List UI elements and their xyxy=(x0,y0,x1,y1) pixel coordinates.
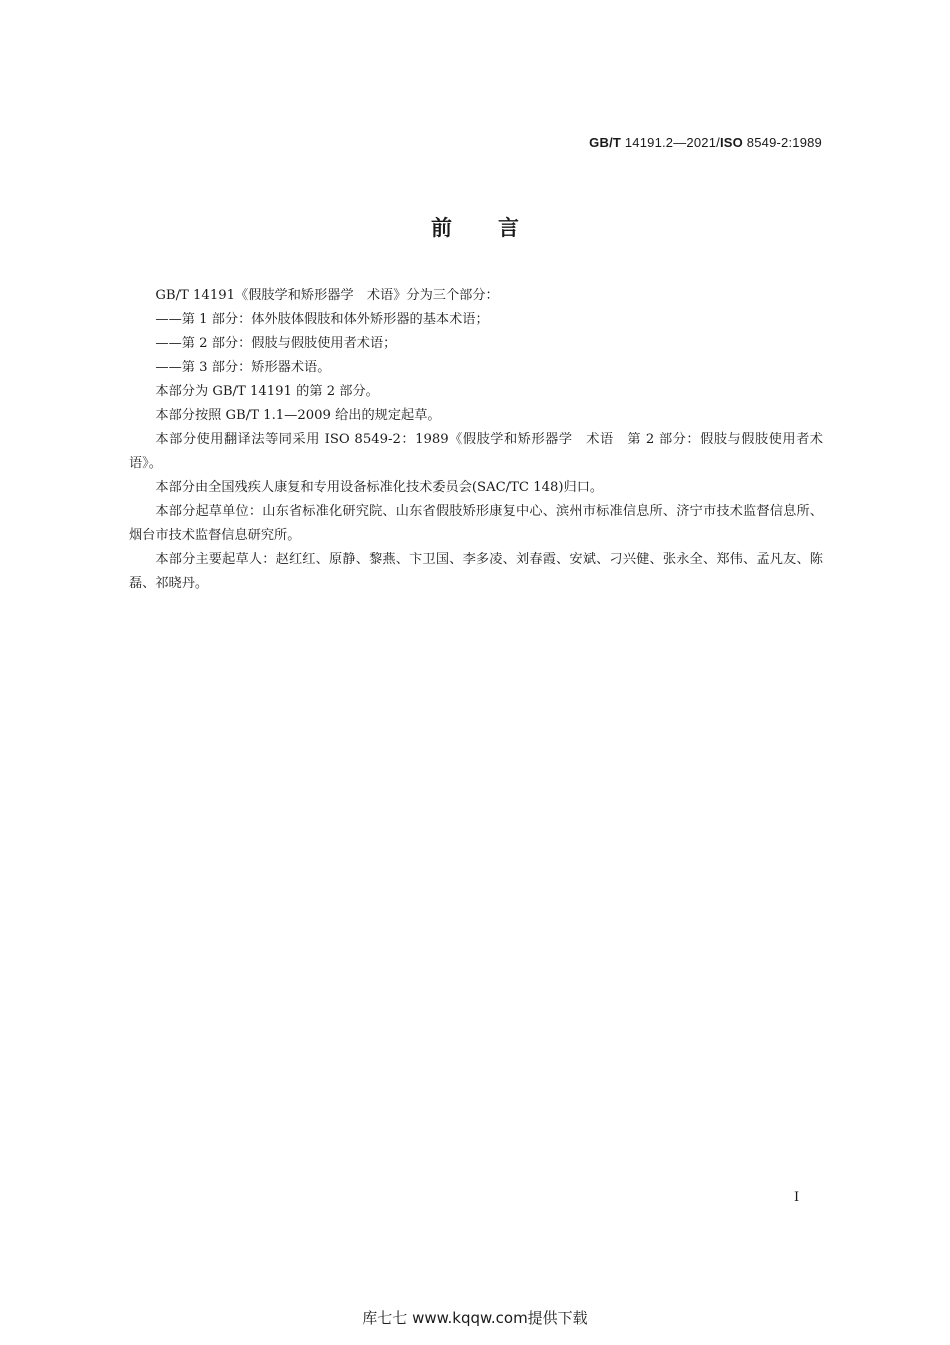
paragraph-drafting-rules: 本部分按照 GB/T 1.1—2009 给出的规定起草。 xyxy=(155,408,441,423)
standard-code-prefix: GB/T xyxy=(589,135,622,150)
list-item-part-3: ——第 3 部分：矫形器术语。 xyxy=(155,360,331,375)
standard-header xyxy=(589,135,822,150)
paragraph-drafting-units: 本部分起草单位：山东省标准化研究院、山东省假肢矫形康复中心、滨州市标准信息所、济宁市技术监督信息所、烟台市技术监督信息研究所。 xyxy=(129,504,823,543)
download-footer: 库七七 www.kqqw.com提供下载 xyxy=(362,1309,588,1327)
paragraph-adoption: 本部分使用翻译法等同采用 ISO 8549-2：1989《假肢学和矫形器学 术语 第 2 部分：假肢与假肢使用者术语》。 xyxy=(129,432,823,471)
iso-prefix: ISO xyxy=(719,135,743,150)
paragraph-intro: GB/T 14191《假肢学和矫形器学 术语》分为三个部分： xyxy=(155,288,499,303)
iso-number: 8549-2:1989 xyxy=(742,135,822,150)
list-item-part-1: ——第 1 部分：体外肢体假肢和体外矫形器的基本术语； xyxy=(155,312,489,327)
list-item-part-2: ——第 2 部分：假肢与假肢使用者术语； xyxy=(155,336,397,351)
paragraph-part-statement: 本部分为 GB/T 14191 的第 2 部分。 xyxy=(155,384,379,399)
paragraph-committee: 本部分由全国残疾人康复和专用设备标准化技术委员会(SAC/TC 148)归口。 xyxy=(155,480,604,495)
page-number: I xyxy=(794,1190,800,1205)
paragraph-drafters: 本部分主要起草人：赵红红、原静、黎燕、卞卫国、李多凌、刘春霞、安斌、刁兴健、张永全、郑伟、孟凡友、陈磊、祁晓丹。 xyxy=(129,552,823,591)
foreword-body xyxy=(129,284,823,596)
standard-code-number: 14191.2—2021/ xyxy=(621,135,720,150)
page-title: 前言 xyxy=(431,216,565,240)
